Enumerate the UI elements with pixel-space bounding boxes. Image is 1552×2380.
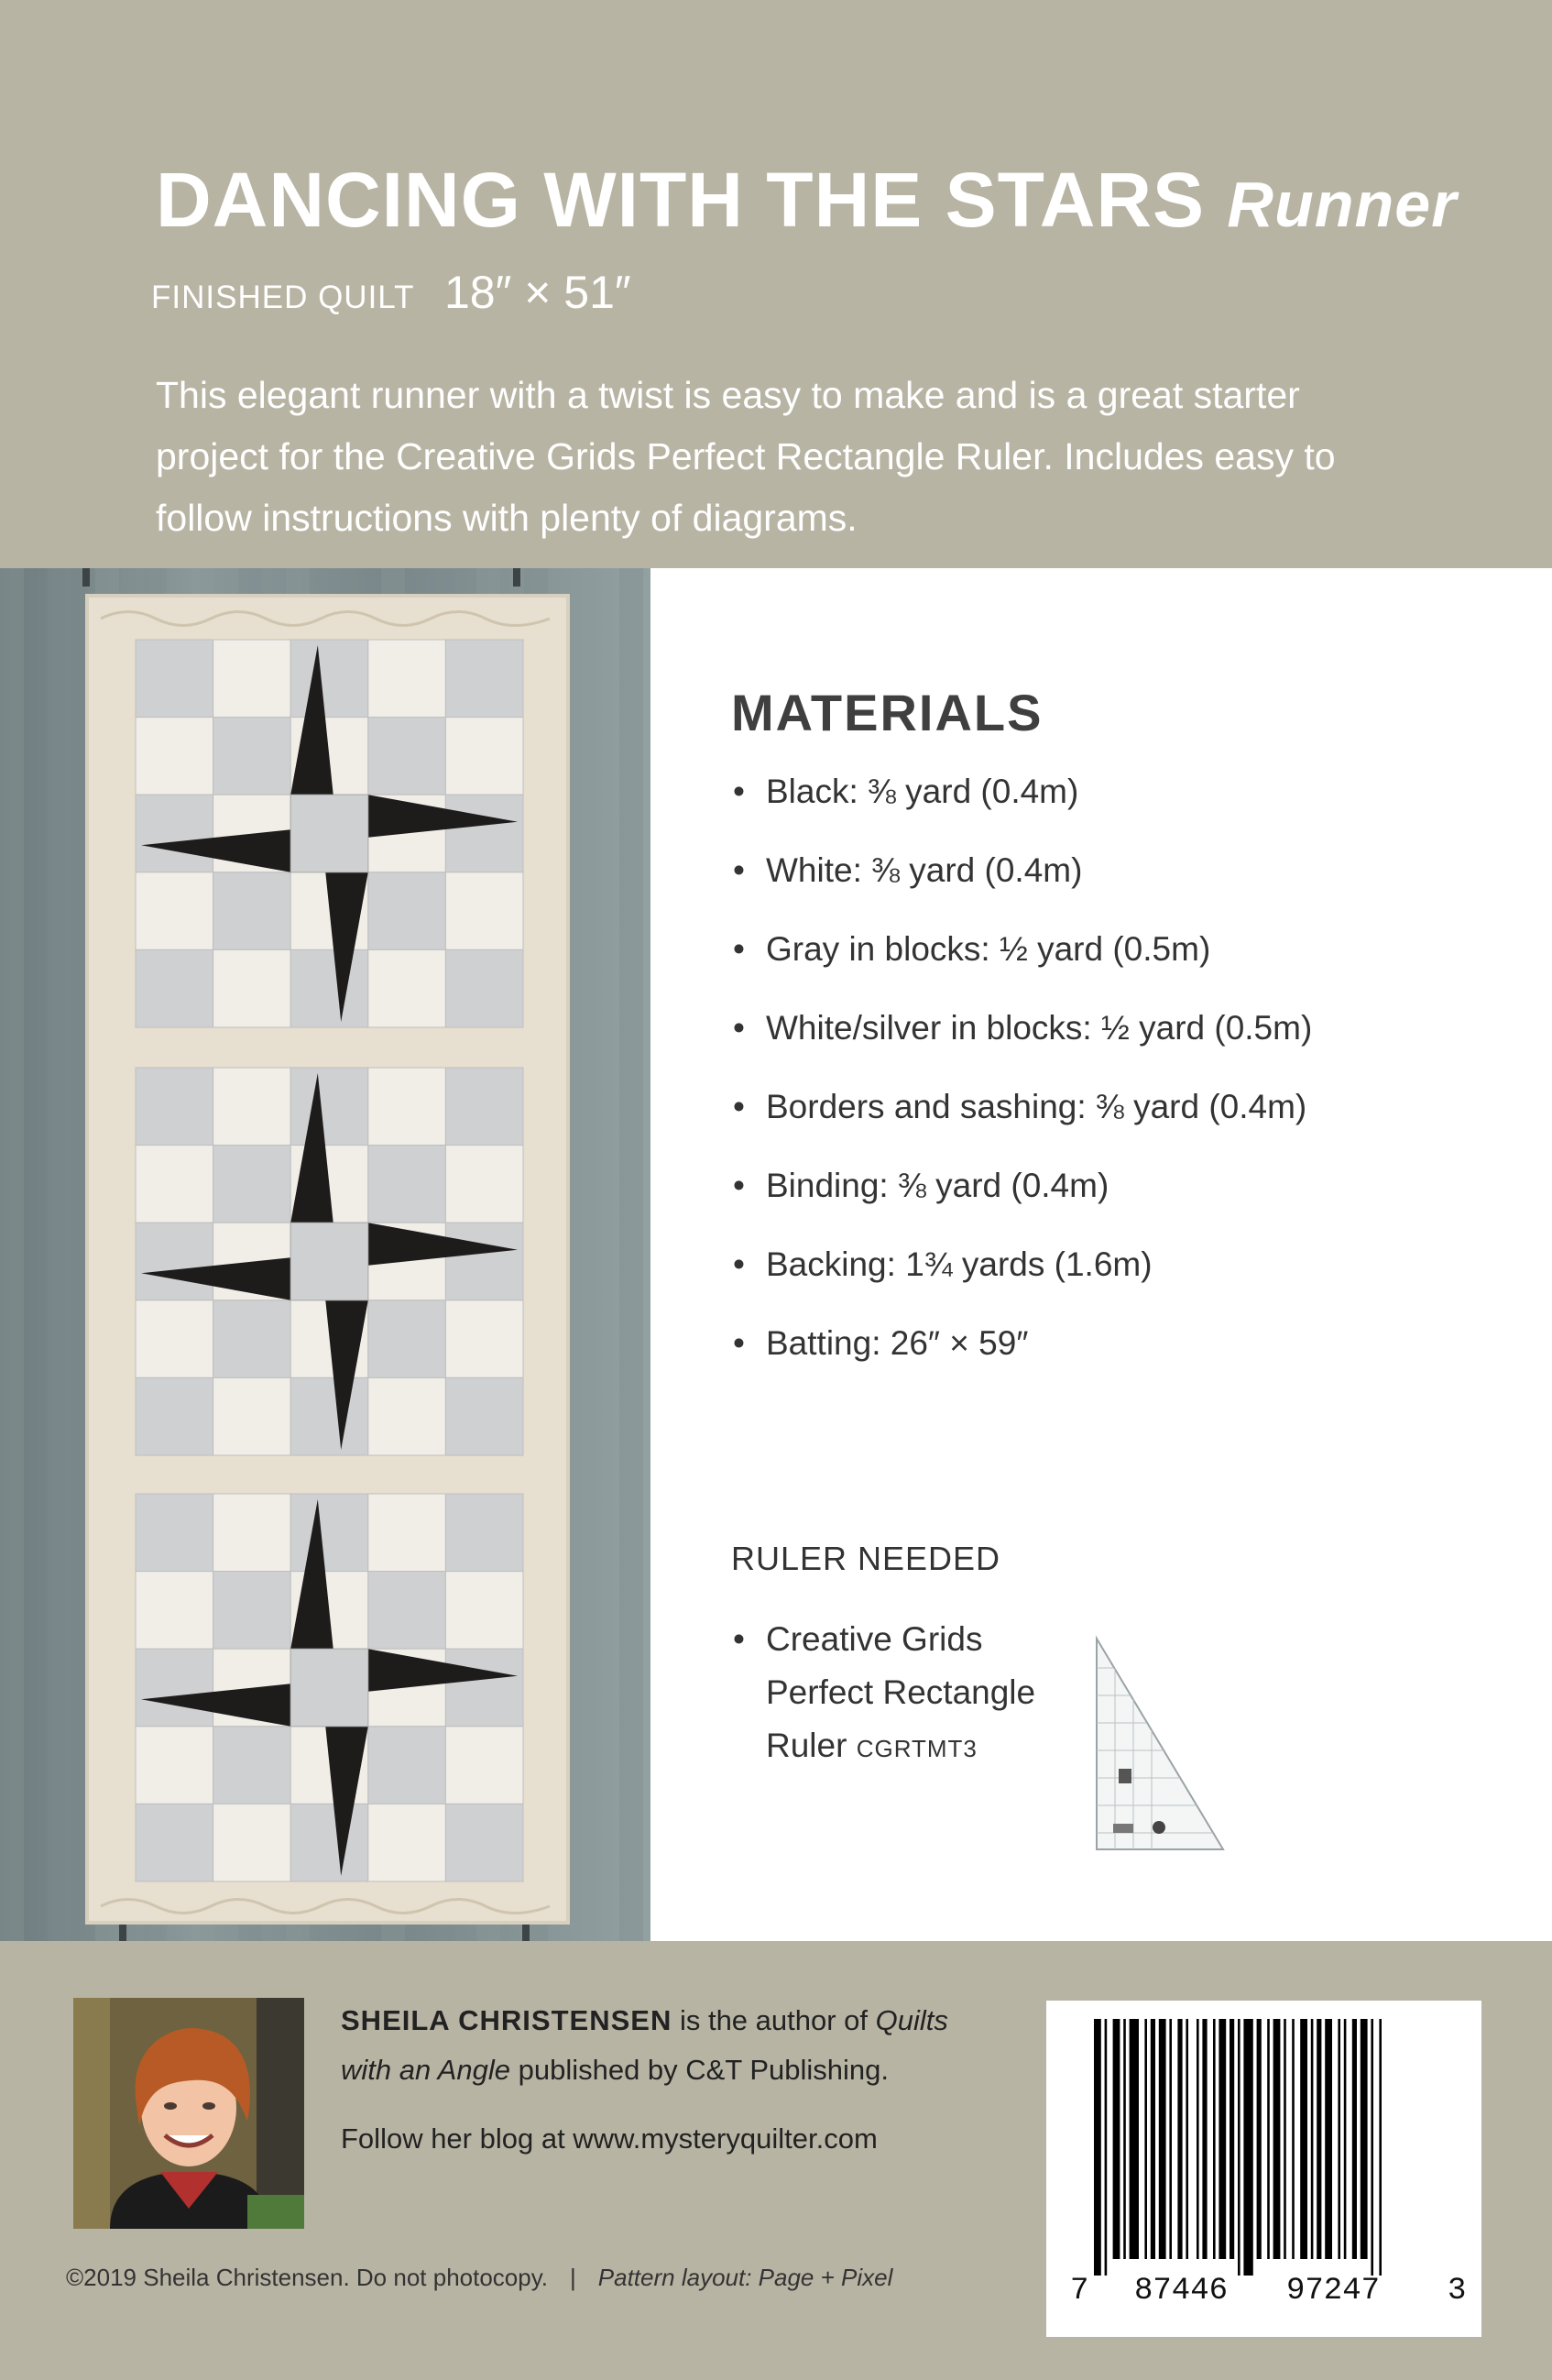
quilt-square xyxy=(136,1300,213,1378)
quilt-square xyxy=(368,1068,446,1146)
quilt-square xyxy=(213,872,291,950)
barcode-bar xyxy=(1317,2019,1321,2259)
barcode-bar xyxy=(1292,2019,1295,2259)
barcode-bar xyxy=(1123,2019,1126,2259)
barcode-bar xyxy=(1186,2019,1188,2259)
quilt-square xyxy=(136,1649,213,1727)
quilt-square xyxy=(368,949,446,1027)
barcode-bar xyxy=(1213,2019,1216,2259)
star-center xyxy=(290,1649,368,1727)
pattern-description: This elegant runner with a twist is easy to make and is a great starter project for the Creative Grids Perfect Rectangle Ruler. Includes easy to follow instructions with plenty of diagrams. xyxy=(156,374,1336,539)
quilt-square xyxy=(445,1649,523,1727)
header-band xyxy=(0,0,1552,568)
quilt-square xyxy=(213,1494,291,1572)
ruler-name: Creative Grids Perfect Rectangle Ruler xyxy=(766,1620,1036,1764)
quilt-square xyxy=(445,1804,523,1881)
quilt-square xyxy=(368,718,446,795)
list-item: • Batting: 26″ × 59″ xyxy=(731,1317,1482,1370)
ruler-item xyxy=(731,1613,1041,1775)
quilt-square xyxy=(136,949,213,1027)
bio-text: is the author of xyxy=(672,2004,876,2036)
barcode-digit-first: 7 xyxy=(1070,2274,1089,2309)
quilt-square xyxy=(213,1300,291,1378)
ruler-icon xyxy=(1086,1631,1232,1856)
quilt-square xyxy=(445,1300,523,1378)
finished-dimensions: 18″ × 51″ xyxy=(444,267,631,318)
wall-stripe xyxy=(0,568,24,1941)
barcode-bar xyxy=(1257,2019,1262,2259)
book-title: Quilts with an Angle xyxy=(341,2004,948,2086)
quilt-square xyxy=(136,872,213,950)
quilt-square xyxy=(368,1300,446,1378)
materials-list xyxy=(731,765,1482,1396)
barcode-digit-last: 3 xyxy=(1448,2274,1467,2309)
quilt-square xyxy=(445,795,523,872)
list-item: • White/silver in blocks: ½ yard (0.5m) xyxy=(731,1002,1482,1055)
quilt-square xyxy=(136,1223,213,1300)
author-name: SHEILA CHRISTENSEN xyxy=(341,2004,672,2036)
barcode-bar xyxy=(1243,2019,1252,2276)
quilt-square xyxy=(445,1146,523,1223)
copyright-line xyxy=(66,2264,892,2292)
barcode-bars xyxy=(1046,2001,1481,2276)
quilt-photo xyxy=(0,568,650,1941)
quilt-square xyxy=(290,1494,368,1572)
barcode-bar xyxy=(1300,2019,1307,2259)
barcode-bar xyxy=(1344,2019,1347,2259)
barcode-bar xyxy=(1159,2019,1166,2259)
quilt-square xyxy=(445,1727,523,1804)
quilt-square xyxy=(290,1804,368,1881)
quilt-square xyxy=(445,1377,523,1455)
barcode-bar xyxy=(1284,2019,1286,2259)
barcode-bar xyxy=(1338,2019,1340,2259)
quilt-square xyxy=(290,1068,368,1146)
quilt-square xyxy=(445,718,523,795)
list-item: • White: ⅜ yard (0.4m) xyxy=(731,844,1482,897)
barcode-bar xyxy=(1238,2019,1241,2276)
quilt-square xyxy=(213,1572,291,1650)
quilt-square xyxy=(213,1146,291,1223)
barcode-bar xyxy=(1105,2019,1108,2276)
quilt-square xyxy=(368,1494,446,1572)
finished-label: FINISHED QUILT xyxy=(151,280,415,315)
copyright-text: ©2019 Sheila Christensen. Do not photocopy. xyxy=(66,2264,549,2291)
hanger xyxy=(513,568,520,587)
barcode-bar xyxy=(1094,2019,1101,2276)
quilt-square xyxy=(213,1804,291,1881)
footer-band xyxy=(0,1941,1552,2380)
quilt-square xyxy=(445,872,523,950)
quilt-square xyxy=(213,1727,291,1804)
quilt-square xyxy=(445,640,523,718)
barcode-bar xyxy=(1151,2019,1155,2259)
barcode-bar xyxy=(1219,2019,1226,2259)
barcode-group-left: 87446 xyxy=(1134,2274,1229,2309)
title-main: DANCING WITH THE STARS xyxy=(156,157,1206,243)
layout-credit: Pattern layout: Page + Pixel xyxy=(597,2264,893,2291)
separator: | xyxy=(570,2264,576,2291)
quilt-square xyxy=(368,1804,446,1881)
quilt-square xyxy=(290,1377,368,1455)
quilt-square xyxy=(136,718,213,795)
quilt-square xyxy=(445,949,523,1027)
wall-stripe xyxy=(619,568,643,1941)
hanger xyxy=(82,568,90,587)
quilt-square xyxy=(445,1494,523,1572)
list-item: • Backing: 1¾ yards (1.6m) xyxy=(731,1238,1482,1291)
barcode-bar xyxy=(1230,2019,1234,2259)
star-center xyxy=(290,795,368,872)
list-item: • Borders and sashing: ⅜ yard (0.4m) xyxy=(731,1080,1482,1134)
materials-heading: MATERIALS xyxy=(731,684,1044,741)
barcode-bar xyxy=(1144,2019,1147,2259)
quilt-square xyxy=(368,1572,446,1650)
quilt-square xyxy=(213,718,291,795)
quilt-square xyxy=(136,1494,213,1572)
wall-stripe xyxy=(572,568,596,1941)
barcode-bar xyxy=(1371,2019,1373,2276)
quilt-square xyxy=(445,1572,523,1650)
barcode-bar xyxy=(1177,2019,1182,2259)
quilt-square xyxy=(136,1727,213,1804)
list-item: • Binding: ⅜ yard (0.4m) xyxy=(731,1159,1482,1212)
quilt-square xyxy=(368,1146,446,1223)
list-item: • Black: ⅜ yard (0.4m) xyxy=(731,765,1482,818)
barcode-bar xyxy=(1379,2019,1382,2276)
barcode-bar xyxy=(1197,2019,1199,2259)
quilt-square xyxy=(290,949,368,1027)
barcode-bar xyxy=(1352,2019,1357,2259)
title-italic: Runner xyxy=(1227,169,1458,240)
finished-size xyxy=(151,266,631,319)
quilt-square xyxy=(368,1727,446,1804)
barcode-bar xyxy=(1113,2019,1120,2259)
quilt-square xyxy=(368,872,446,950)
barcode-bar xyxy=(1130,2019,1139,2259)
pattern-title xyxy=(156,156,1457,245)
author-bio xyxy=(341,1996,982,2095)
ruler-code: CGRTMT3 xyxy=(856,1735,978,1762)
quilt-square xyxy=(136,1146,213,1223)
blog-line: Follow her blog at www.mysteryquilter.com xyxy=(341,2122,878,2155)
author-photo xyxy=(73,1998,304,2229)
quilt-runner-image xyxy=(0,568,650,1941)
barcode-bar xyxy=(1325,2019,1332,2259)
quilt-square xyxy=(445,1223,523,1300)
quilt-square xyxy=(213,1377,291,1455)
quilt-square xyxy=(213,949,291,1027)
quilt-square xyxy=(368,1377,446,1455)
barcode-bar xyxy=(1311,2019,1314,2259)
quilt-square xyxy=(213,640,291,718)
barcode xyxy=(1046,2001,1481,2337)
quilt-square xyxy=(445,1068,523,1146)
quilt-square xyxy=(136,795,213,872)
barcode-digits xyxy=(1046,2274,1481,2310)
quilt-square xyxy=(290,640,368,718)
barcode-bar xyxy=(1169,2019,1172,2259)
bio-text: published by C&T Publishing. xyxy=(509,2054,889,2086)
quilt-square xyxy=(136,1068,213,1146)
ruler-heading: RULER NEEDED xyxy=(731,1540,1001,1577)
quilt-square xyxy=(136,1572,213,1650)
quilt-square xyxy=(136,1377,213,1455)
barcode-bar xyxy=(1273,2019,1281,2259)
quilt-square xyxy=(136,640,213,718)
quilt-square xyxy=(136,1804,213,1881)
quilt-square xyxy=(213,1068,291,1146)
barcode-bar xyxy=(1267,2019,1270,2259)
barcode-bar xyxy=(1361,2019,1368,2259)
star-center xyxy=(290,1223,368,1300)
materials-panel xyxy=(650,568,1552,1941)
barcode-bar xyxy=(1202,2019,1207,2259)
barcode-group-right: 97247 xyxy=(1286,2274,1381,2309)
list-item: • Gray in blocks: ½ yard (0.5m) xyxy=(731,923,1482,976)
quilt-square xyxy=(368,640,446,718)
wall-stripe xyxy=(48,568,71,1941)
